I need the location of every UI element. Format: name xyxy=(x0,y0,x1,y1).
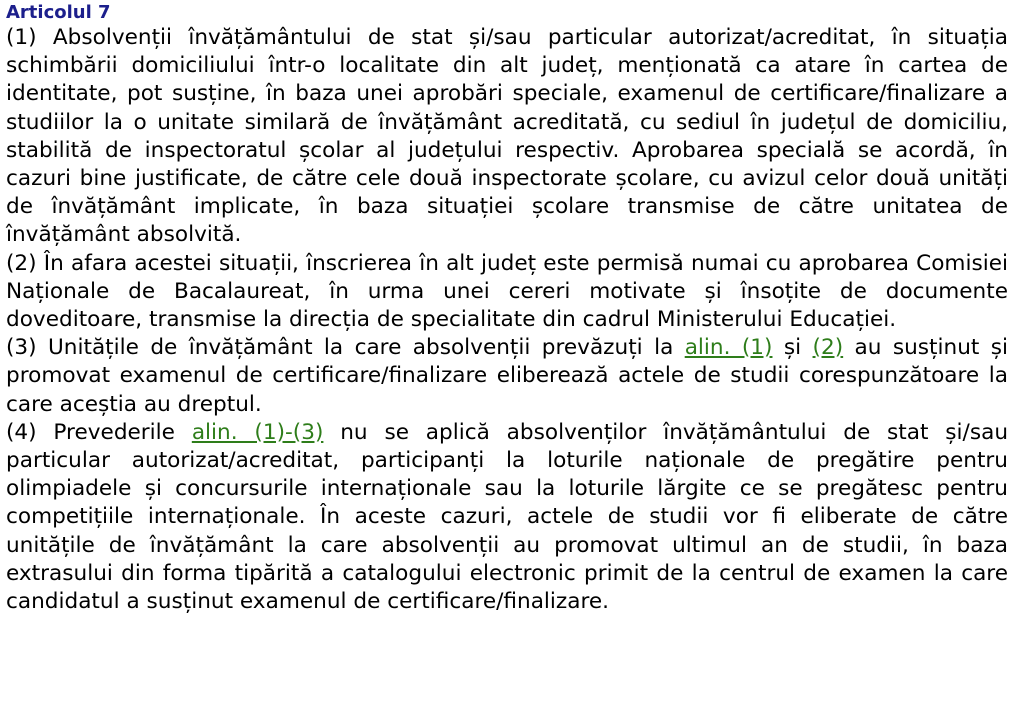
link-alin-1-3[interactable]: alin. (1)-(3) xyxy=(191,419,324,445)
paragraph-3 xyxy=(6,334,1008,419)
paragraph-3-text-between: și xyxy=(772,335,813,361)
paragraph-3-text-start: (3) Unitățile de învățământ la care absolvenții prevăzuți la xyxy=(6,335,685,361)
paragraph-2: (2) În afara acestei situații, înscrierea în alt județ este permisă numai cu aprobarea Comisiei Naționale de Bacalaureat, în urma unei cereri motivate și însoțite de documente doveditoare, transmise la direcția de specialitate din cadrul Ministerului Educației. xyxy=(6,250,1008,333)
link-alin-2[interactable]: (2) xyxy=(812,335,844,361)
link-alin-1[interactable]: alin. (1) xyxy=(684,335,773,361)
paragraph-1: (1) Absolvenții învățământului de stat și/sau particular autorizat/acreditat, în situația schimbării domiciliului într-o localitate din alt județ, menționată ca atare în cartea de identitate, pot susține, în baza unei aprobări speciale, examenul de certificare/finalizare a studiilor la o unitate similară de învățământ acreditată, cu sediul în județul de domiciliu, stabilită de inspectoratul școlar al județului respectiv. Aprobarea specială se acordă, în cazuri bine justificate, de către cele două inspectorate școlare, cu avizul celor două unități de învățământ implicate, în baza situației școlare transmise de către unitatea de învățământ absolvită. xyxy=(6,25,1008,248)
paragraph-3-text-end: au susținut și promovat examenul de certificare/finalizare eliberează actele de studii corespunzătoare la care aceștia au dreptul. xyxy=(6,335,1008,417)
paragraph-4-text-start: (4) Prevederile xyxy=(6,419,192,445)
paragraph-4 xyxy=(6,419,1008,616)
paragraph-4-text-end: nu se aplică absolvenților învățământului de stat și/sau particular autorizat/acreditat, participanți la loturile naționale de pregătire pentru olimpiadele și concursurile internaționale sau la loturile lărgite ce se pregătesc pentru competițiile internaționale. În aceste cazuri, actele de studii vor fi eliberate de către unitățile de învățământ la care absolvenții au promovat ultimul an de studii, în baza extrasului din forma tipărită a catalogului electronic primit de la centrul de examen la care candidatul a susținut examenul de certificare/finalizare. xyxy=(6,419,1009,615)
article-title: Articolul 7 xyxy=(6,2,111,23)
